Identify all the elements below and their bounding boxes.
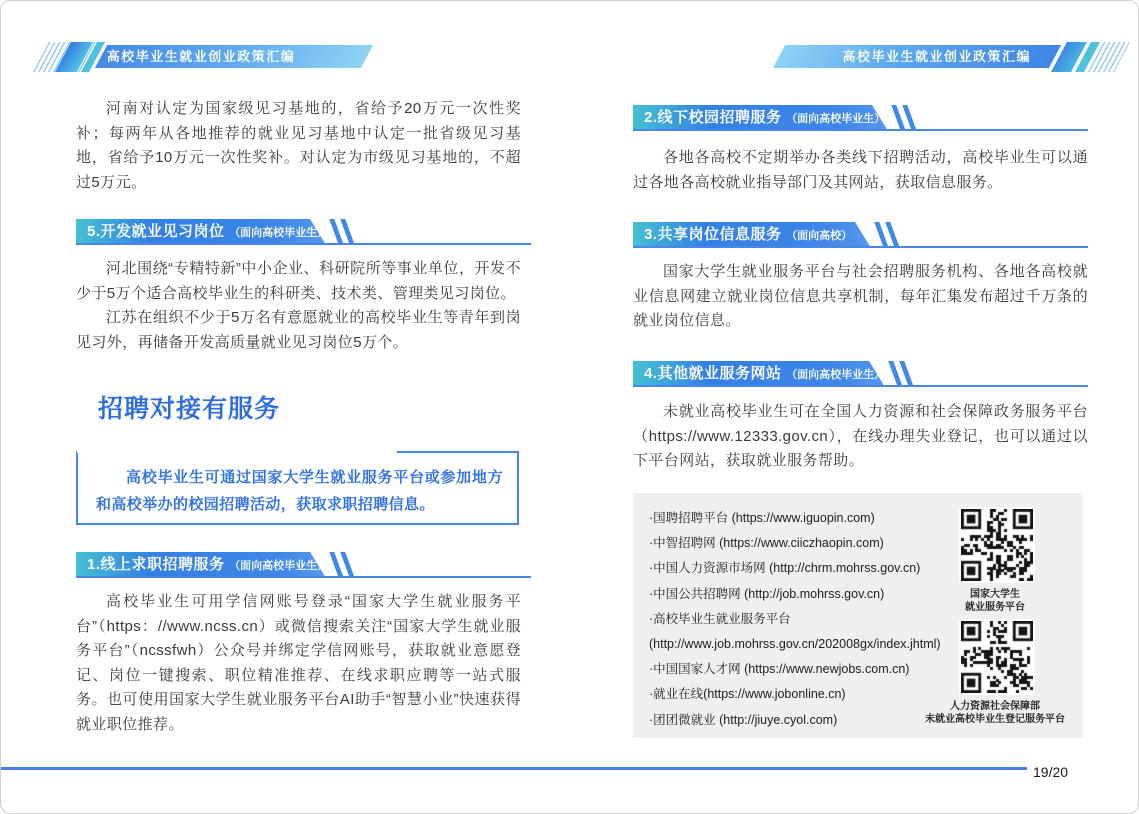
link-item: ·中国国家人才网 (https://www.newjobs.com.cn) [649, 662, 910, 677]
section-4-paragraph [633, 400, 1088, 474]
intro-paragraph [76, 97, 521, 195]
employment-links-box [633, 493, 1083, 738]
page-number: 19/20 [1033, 764, 1069, 780]
link-item: ·中智招聘网 (https://www.ciiczhaopin.com) [649, 536, 884, 551]
section-banner-2 [633, 105, 1088, 131]
link-item-continuation: (http://www.job.mohrss.gov.cn/202008gx/index.jhtml) [649, 637, 941, 652]
section-3-scope: （面向高校） [786, 230, 853, 242]
highlight-quote-text: 高校毕业生可通过国家大学生就业服务平台或参加地方和高校举办的校园招聘活动，获取求职招聘信息。 [96, 469, 503, 513]
section-banner-4 [633, 361, 1088, 387]
section-2-paragraph [633, 146, 1088, 195]
section-1-title: 1.线上求职招聘服务 （面向高校毕业生） [87, 556, 329, 573]
qr-caption-ncss: 国家大学生 就业服务平台 [965, 589, 1025, 613]
link-item: ·中国人力资源市场网 (http://chrm.mohrss.gov.cn) [649, 561, 921, 576]
link-item: ·高校毕业生就业服务平台 [649, 611, 791, 626]
section-4-title: 4.其他就业服务网站 （面向高校毕业生） [644, 365, 886, 382]
section-2-title: 2.线下校园招聘服务 （面向高校毕业生） [644, 109, 886, 126]
section-banner-5 [76, 219, 531, 245]
section-2-scope: （面向高校毕业生） [786, 113, 886, 125]
paragraph-text: 江苏在组织不少于5万名有意愿就业的高校毕业生等青年到岗见习外，再储备开发高质量就业见习岗位5万个。 [76, 309, 521, 351]
section-banner-3 [633, 222, 1088, 248]
link-item: ·就业在线(https://www.jobonline.cn) [649, 687, 846, 702]
paragraph-text: 各地各高校不定期举办各类线下招聘活动，高校毕业生可以通过各地各高校就业指导部门及其网站，获取信息服务。 [633, 149, 1088, 191]
highlight-quote-box [76, 451, 519, 525]
header-left-title: 高校毕业生就业创业政策汇编 [106, 49, 296, 64]
link-item: ·团团微就业 (http://jiuye.cyol.com) [649, 712, 838, 727]
paragraph-text: 高校毕业生可用学信网账号登录“国家大学生就业服务平台”（https：//www.ncss.cn）或微信搜索关注“国家大学生就业服务平台”（ncssfwh）公众号并绑定学信网账号，获取就业意愿登记、岗位一键搜索、职位精准推荐、在线求职应聘等一站式服务。也可使用国家大学生就业服务平台AI助手“智慧小业”快速获得就业职位推荐。 [76, 593, 521, 733]
qr-caption-mohrss: 人力资源社会保障部 未就业高校毕业生登记服务平台 [925, 701, 1065, 725]
link-item: ·中国公共招聘网 (http://job.mohrss.gov.cn) [649, 586, 885, 601]
section-3-paragraph [633, 260, 1088, 334]
paragraph-text: 河南对认定为国家级见习基地的，省给予20万元一次性奖补；每两年从各地推荐的就业见习基地中认定一批省级见习基地，省给予10万元一次性奖补。对认定为市级见习基地的，不超过5万元。 [76, 100, 521, 191]
section-5-title: 5.开发就业见习岗位 （面向高校毕业生） [87, 223, 329, 240]
footer-divider-line [1, 767, 1027, 770]
paragraph-text: 河北围绕“专精特新”中小企业、科研院所等事业单位，开发不少于5万个适合高校毕业生的科研类、技术类、管理类见习岗位。 [76, 260, 521, 302]
link-item: ·国聘招聘平台 (https://www.iguopin.com) [649, 511, 875, 525]
chapter-title: 招聘对接有服务 [98, 395, 281, 423]
section-3-title: 3.共享岗位信息服务 （面向高校） [644, 226, 853, 243]
header-right-title: 高校毕业生就业创业政策汇编 [842, 49, 1031, 64]
paragraph-text: 国家大学生就业服务平台与社会招聘服务机构、各地各高校就业信息网建立就业岗位信息共享机制，每年汇集发布超过千万条的就业岗位信息。 [633, 263, 1088, 329]
section-5-scope: （面向高校毕业生） [229, 227, 329, 239]
section-4-scope: （面向高校毕业生） [786, 369, 886, 381]
section-1-paragraph [76, 590, 521, 737]
qr-code-ncss-platform [959, 507, 1035, 583]
section-banner-1 [76, 552, 531, 578]
section-1-scope: （面向高校毕业生） [229, 560, 329, 572]
employment-links-list [649, 506, 949, 733]
section-5-paragraphs [76, 257, 521, 355]
paragraph-text: 未就业高校毕业生可在全国人力资源和社会保障政务服务平台（https://www.12333.gov.cn），在线办理失业登记，也可以通过以下平台网站，获取就业服务帮助。 [633, 403, 1088, 469]
qr-code-mohrss-registration [959, 619, 1035, 695]
